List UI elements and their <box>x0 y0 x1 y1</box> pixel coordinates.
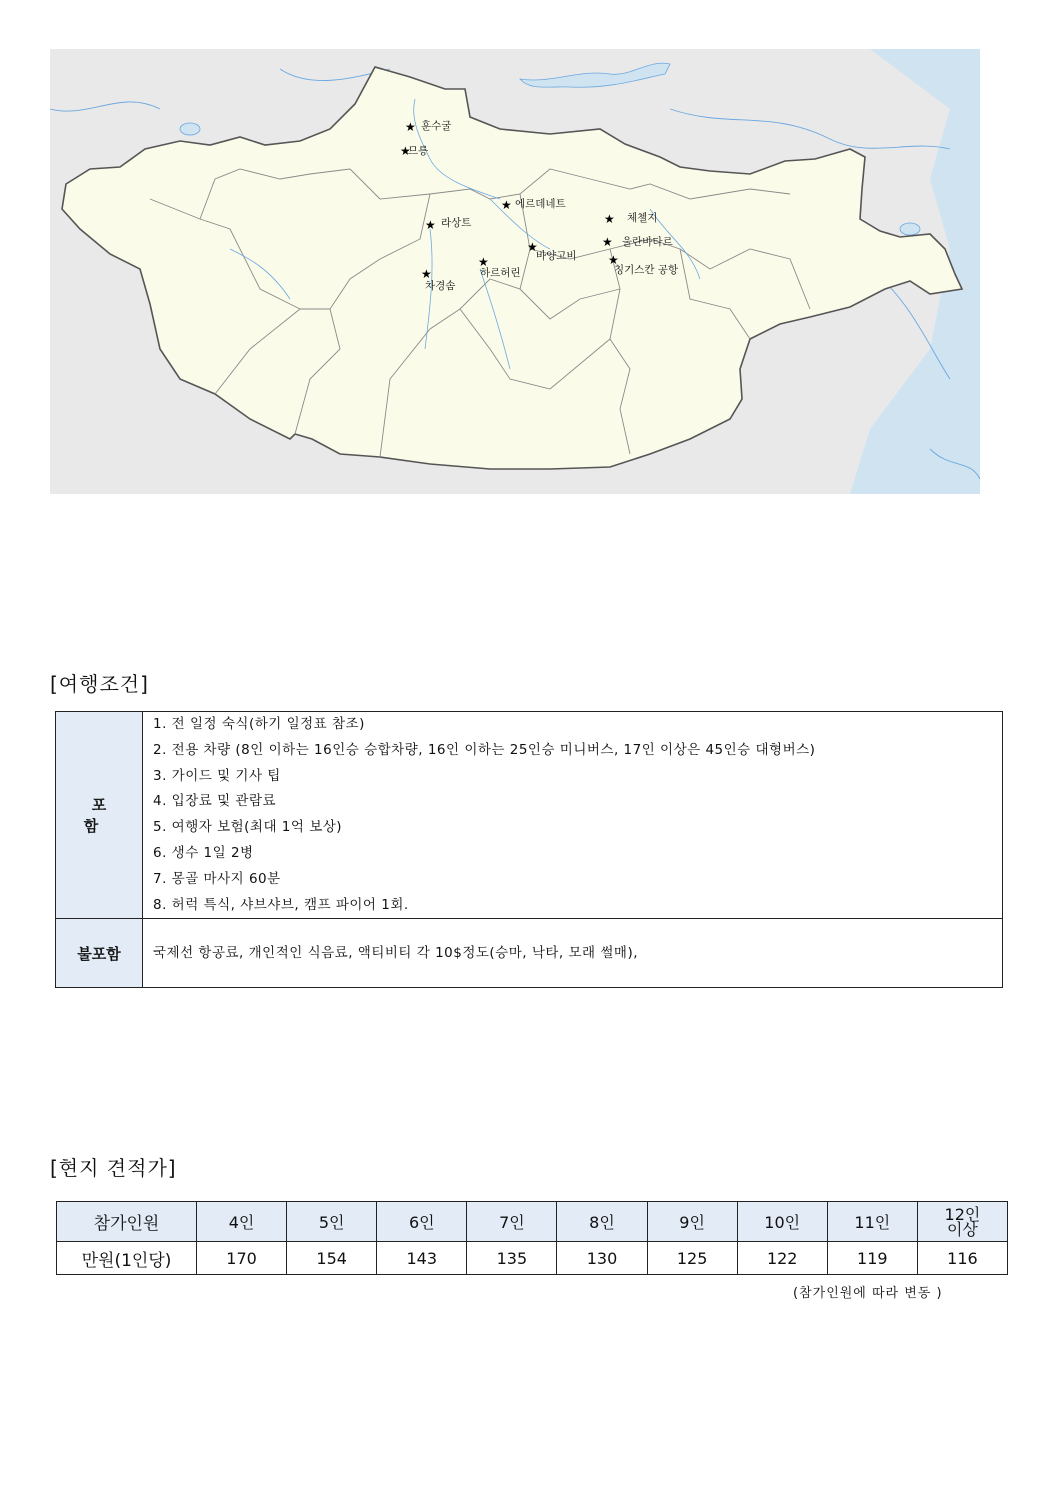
star-icon: ★ <box>501 198 512 212</box>
pricing-cell: 119 <box>827 1242 917 1275</box>
star-icon: ★ <box>425 218 436 232</box>
pricing-column-header: 9인 <box>647 1202 737 1242</box>
map-lake <box>180 123 200 135</box>
included-header-label: 포 함 <box>83 796 123 836</box>
map-place-ulaanbaatar <box>602 235 673 249</box>
map-place-label: 훈수굴 <box>421 120 452 132</box>
pricing-cell: 135 <box>467 1242 557 1275</box>
pricing-column-header-line: 12인 <box>944 1204 981 1224</box>
included-item: 7. 몽골 마사지 60분 <box>153 870 281 887</box>
map-place-label: 라상트 <box>441 217 472 229</box>
star-icon: ★ <box>604 212 615 226</box>
pricing-column-header-last <box>917 1202 1007 1242</box>
pricing-row-label: 만원(1인당) <box>57 1242 197 1275</box>
conditions-table <box>55 711 1003 988</box>
star-icon: ★ <box>478 255 489 269</box>
included-item: 3. 가이드 및 기사 팁 <box>153 767 281 784</box>
included-item: 1. 전 일정 숙식(하기 일정표 참조) <box>153 716 365 732</box>
included-item: 8. 허럭 특식, 샤브샤브, 캠프 파이어 1회. <box>153 896 409 913</box>
included-item: 4. 입장료 및 관람료 <box>153 793 277 810</box>
included-header <box>56 712 143 919</box>
pricing-column-header: 11인 <box>827 1202 917 1242</box>
map-place-label: 울란바타르 <box>622 236 673 248</box>
included-item: 5. 여행자 보험(최대 1억 보상) <box>153 819 343 836</box>
pricing-row-header: 참가인원 <box>57 1202 197 1242</box>
conditions-title: [여행조건] <box>50 672 149 696</box>
map-place-label: 므릉 <box>408 145 429 157</box>
pricing-table <box>56 1201 1008 1275</box>
pricing-cell: 116 <box>917 1242 1007 1275</box>
pricing-column-header: 10인 <box>737 1202 827 1242</box>
included-list <box>143 712 1003 919</box>
pricing-note: (참가인원에 따라 변동 ) <box>793 1286 943 1301</box>
pricing-cell: 154 <box>287 1242 377 1275</box>
included-item: 2. 전용 차량 (8인 이하는 16인승 승합차량, 16인 이하는 25인승 미니버스, 17인 이상은 45인승 대형버스) <box>153 741 816 758</box>
star-icon: ★ <box>527 240 538 254</box>
pricing-column-header: 7인 <box>467 1202 557 1242</box>
map-place-label: 차경솜 <box>425 280 456 292</box>
pricing-cell: 143 <box>377 1242 467 1275</box>
excluded-item: 국제선 항공료, 개인적인 식음료, 액티비티 각 10$정도(승마, 낙타, 모래 썰매), <box>153 945 639 962</box>
map-place-erdenet <box>501 197 566 212</box>
star-icon: ★ <box>608 253 619 267</box>
pricing-column-header: 8인 <box>557 1202 647 1242</box>
map-place-label: 에르데네트 <box>515 198 566 210</box>
map-lake <box>900 223 920 235</box>
pricing-cell: 170 <box>197 1242 287 1275</box>
map-svg <box>50 49 980 494</box>
pricing-column-header-line: 이상 <box>946 1219 978 1239</box>
map-place-terelj <box>604 211 657 226</box>
pricing-header-row <box>57 1202 1008 1242</box>
map-place-hovsgol <box>405 119 451 134</box>
star-icon: ★ <box>421 267 432 281</box>
map-place-label: 바양고비 <box>536 250 577 262</box>
mongolia-map <box>50 49 980 494</box>
map-place-label: 하르허린 <box>480 267 521 279</box>
star-icon: ★ <box>405 120 416 134</box>
pricing-value-row <box>57 1242 1008 1275</box>
star-icon: ★ <box>602 235 613 249</box>
pricing-title: [현지 견적가] <box>50 1156 177 1180</box>
pricing-column-header: 5인 <box>287 1202 377 1242</box>
pricing-column-header: 4인 <box>197 1202 287 1242</box>
pricing-cell: 130 <box>557 1242 647 1275</box>
map-place-moron <box>400 144 428 158</box>
map-place-label: 칭기스칸 공항 <box>614 264 679 276</box>
excluded-row <box>56 919 1003 988</box>
pricing-cell: 122 <box>737 1242 827 1275</box>
pricing-cell: 125 <box>647 1242 737 1275</box>
excluded-text <box>143 919 1003 988</box>
map-place-label: 체첼지 <box>627 212 658 224</box>
star-icon: ★ <box>400 144 411 158</box>
included-row <box>56 712 1003 919</box>
excluded-header: 불포함 <box>56 919 143 988</box>
pricing-column-header: 6인 <box>377 1202 467 1242</box>
included-item: 6. 생수 1일 2병 <box>153 844 254 861</box>
